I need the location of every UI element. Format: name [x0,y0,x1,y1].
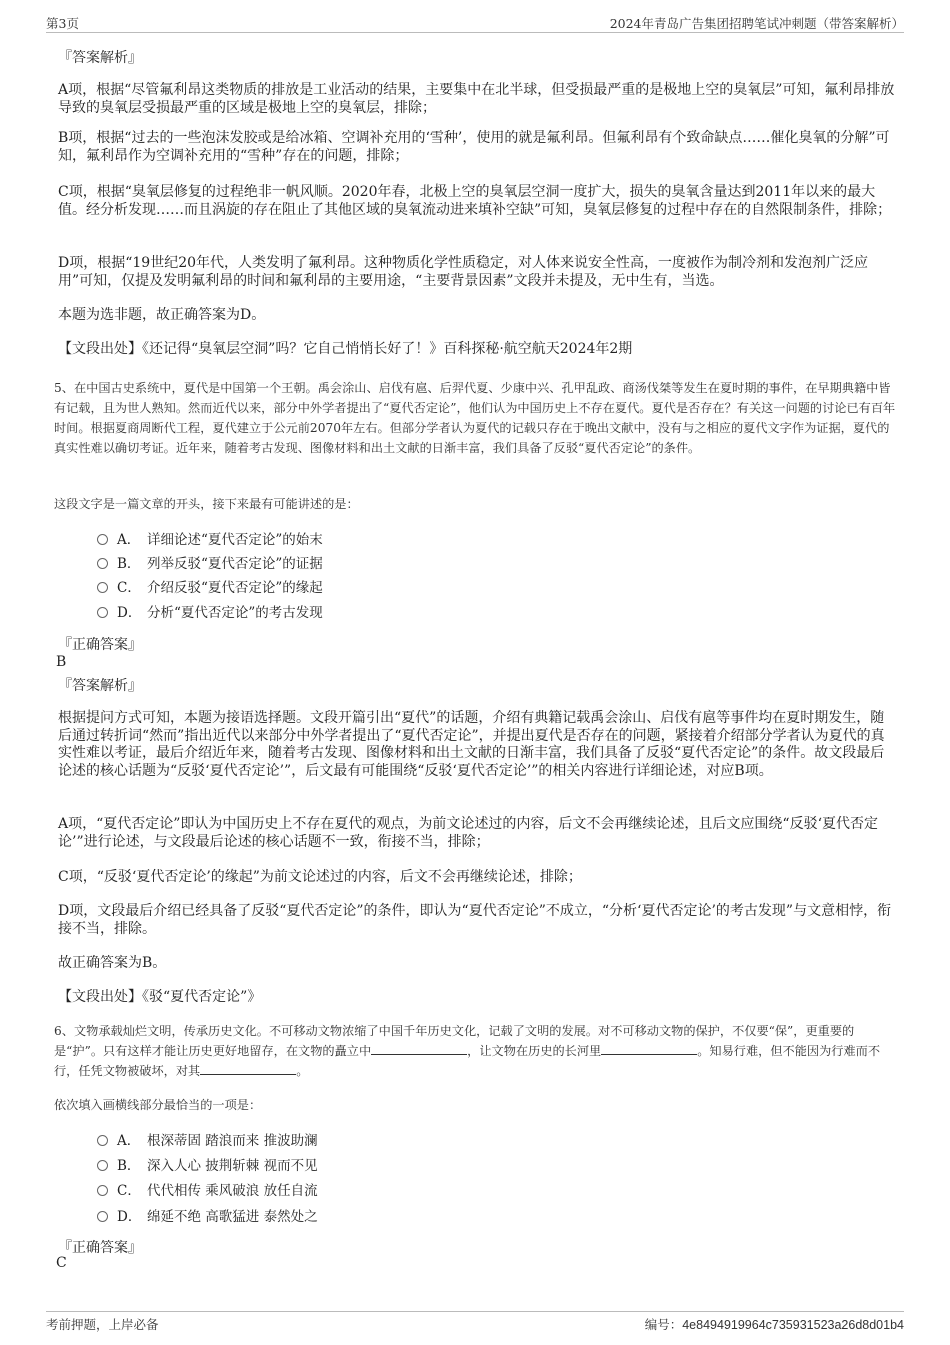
q4-analysis-c: C项，根据“臭氧层修复的过程绝非一帆风顺。2020年春，北极上空的臭氧层空洞一度扩大，损失的臭氧含量达到2011年以来的最大值。经分析发现……而且涡旋的存在阻止了其他区域的臭氧流动进来填补空缺”可知，臭氧层修复的过程中存在的自然限制条件，排除； [58,184,892,218]
option-text: 详细论述“夏代否定论”的始末 [147,532,323,548]
q4-analysis-d: D项，根据“19世纪20年代，人类发明了氟利昂。这种物质化学性质稳定，对人体来说安全性高，一度被作为制冷剂和发泡剂广泛应用”可知，仅提及发明氟利昂的时间和氟利昂的主要用途，“主要背景因素”文段并未提及，无中生有，当选。 [58,255,869,289]
page-footer [46,1311,904,1334]
q5-option-b[interactable] [97,554,323,574]
radio-icon[interactable] [97,1135,108,1146]
option-letter: A． [117,1133,141,1149]
option-letter: A． [117,532,141,548]
q6-stem-part-3: 。知易行难，但不能因为行难而不行，任凭文物被破坏，对其 [54,1044,881,1078]
radio-icon[interactable] [97,607,108,618]
q6-stem-part-4: 。 [296,1064,309,1078]
option-letter: D． [117,1209,142,1225]
serial-label: 编号： [644,1317,683,1332]
serial-number [645,1315,904,1333]
q4-analysis-b: B项，根据“过去的一些泡沫发胶或是给冰箱、空调补充用的‘雪种’，使用的就是氟利昂。但氟利昂有个致命缺点……催化臭氧的分解”可知，氟利昂作为空调补充用的“雪种”存在的问题，排除； [58,130,890,164]
q6-stem [54,1021,899,1081]
option-letter: B． [117,556,141,572]
footer-slogan: 考前押题，上岸必备 [46,1317,159,1332]
serial-value: 4e8494919964c735931523a26d8d01b4 [682,1318,904,1332]
q5-analysis-label: 『答案解析』 [58,678,142,694]
page-number: 第3页 [46,16,79,31]
q6-prompt: 依次填入画横线部分最恰当的一项是： [54,1098,262,1112]
fill-blank-1 [371,1042,467,1055]
q6-stem-part-1: 6、文物承载灿烂文明，传承历史文化。不可移动文物浓缩了中国千年历史文化，记载了文明的发展。对不可移动文物的保护，不仅要“保”，更重要的是“护”。只有这样才能让历史更好地留存，在文物的矗立中 [54,1024,855,1058]
radio-icon[interactable] [97,1160,108,1171]
q6-option-c[interactable] [97,1181,318,1201]
document-title: 2024年青岛广告集团招聘笔试冲刺题（带答案解析） [609,16,904,31]
radio-icon[interactable] [97,534,108,545]
option-text: 列举反驳“夏代否定论”的证据 [147,556,323,572]
option-text: 根深蒂固 踏浪而来 推波助澜 [147,1133,318,1149]
page-header [46,12,904,33]
option-text: 代代相传 乘风破浪 放任自流 [147,1183,318,1199]
option-text: 绵延不绝 高歌猛进 泰然处之 [147,1209,318,1225]
q5-analysis-a: A项，“夏代否定论”即认为中国历史上不存在夏代的观点，为前文论述过的内容，后文不会再继续论述，且后文应围绕“反驳‘夏代否定论’”进行论述，与文段最后论述的核心话题不一致，衔接不当，排除； [58,816,879,850]
q5-source: 【文段出处】《驳“夏代否定论”》 [58,989,262,1005]
radio-icon[interactable] [97,582,108,593]
q5-prompt: 这段文字是一篇文章的开头，接下来最有可能讲述的是： [54,497,359,511]
q4-analysis-label: 『答案解析』 [58,50,142,66]
q5-stem: 5、在中国古史系统中，夏代是中国第一个王朝。禹会涂山、启伐有扈、后羿代夏、少康中兴、孔甲乱政、商汤伐桀等发生在夏时期的事件，在早期典籍中皆有记载，且为世人熟知。然而近代以来，部分中外学者提出了“夏代否定论”，他们认为中国历史上不存在夏代。夏代是否存在？有关这一问题的讨论已有百年时间。根据夏商周断代工程，夏代建立于公元前2070年左右。但部分学者认为夏代的记载只存在于晚出文献中，没有与之相应的夏代文字作为证据，夏代的真实性难以确切考证。近年来，随着考古发现、图像材料和出土文献的日渐丰富，我们具备了反驳“夏代否定论”的条件。 [54,381,896,455]
q6-option-a[interactable] [97,1131,318,1151]
q6-option-d[interactable] [97,1207,318,1227]
q4-source: 【文段出处】《还记得“臭氧层空洞”吗？它自己悄悄长好了！》百科探秘·航空航天2024年2期 [58,341,633,357]
q5-correct-label: 『正确答案』 [58,637,142,653]
option-letter: B． [117,1158,141,1174]
q5-analysis-c: C项，“反驳‘夏代否定论’的缘起”为前文论述过的内容，后文不会再继续论述，排除； [58,869,582,885]
radio-icon[interactable] [97,558,108,569]
option-text: 分析“夏代否定论”的考古发现 [147,605,323,621]
q5-option-c[interactable] [97,578,323,598]
option-letter: D． [117,605,142,621]
option-text: 深入人心 披荆斩棘 视而不见 [147,1158,318,1174]
q6-correct-label: 『正确答案』 [58,1240,142,1256]
option-letter: C． [117,580,141,596]
radio-icon[interactable] [97,1185,108,1196]
q6-stem-part-2: ，让文物在历史的长河里 [467,1044,602,1058]
q6-correct-answer: C [56,1255,67,1271]
radio-icon[interactable] [97,1211,108,1222]
fill-blank-2 [601,1042,697,1055]
q5-analysis-main: 根据提问方式可知，本题为接语选择题。文段开篇引出“夏代”的话题，介绍有典籍记载禹会涂山、启伐有扈等事件均在夏时期发生，随后通过转折词“然而”指出近代以来部分中外学者提出了“夏代否定论”，并提出夏代是否存在的问题，紧接着介绍部分学者认为夏代的真实性难以考证，最后介绍近年来，随着考古发现、图像材料和出土文献的日渐丰富，我们具备了反驳“夏代否定论”的条件。故文段最后论述的核心话题为“反驳‘夏代否定论’”，后文最有可能围绕“反驳‘夏代否定论’”的相关内容进行详细论述，对应B项。 [58,710,885,779]
q5-option-a[interactable] [97,530,323,550]
fill-blank-3 [200,1062,296,1075]
q5-correct-answer: B [56,654,67,670]
q5-conclusion: 故正确答案为B。 [58,955,167,971]
option-text: 介绍反驳“夏代否定论”的缘起 [147,580,323,596]
q4-conclusion: 本题为选非题，故正确答案为D。 [58,307,266,323]
option-letter: C． [117,1183,141,1199]
q4-analysis-a: A项，根据“尽管氟利昂这类物质的排放是工业活动的结果，主要集中在北半球，但受损最严重的是极地上空的臭氧层”可知，氟利昂排放导致的臭氧层受损最严重的区域是极地上空的臭氧层，排除； [58,82,895,116]
q5-option-d[interactable] [97,603,323,623]
q5-analysis-d: D项，文段最后介绍已经具备了反驳“夏代否定论”的条件，即认为“夏代否定论”不成立，“分析‘夏代否定论’的考古发现”与文意相悖，衔接不当，排除。 [58,903,892,937]
q6-option-b[interactable] [97,1156,318,1176]
